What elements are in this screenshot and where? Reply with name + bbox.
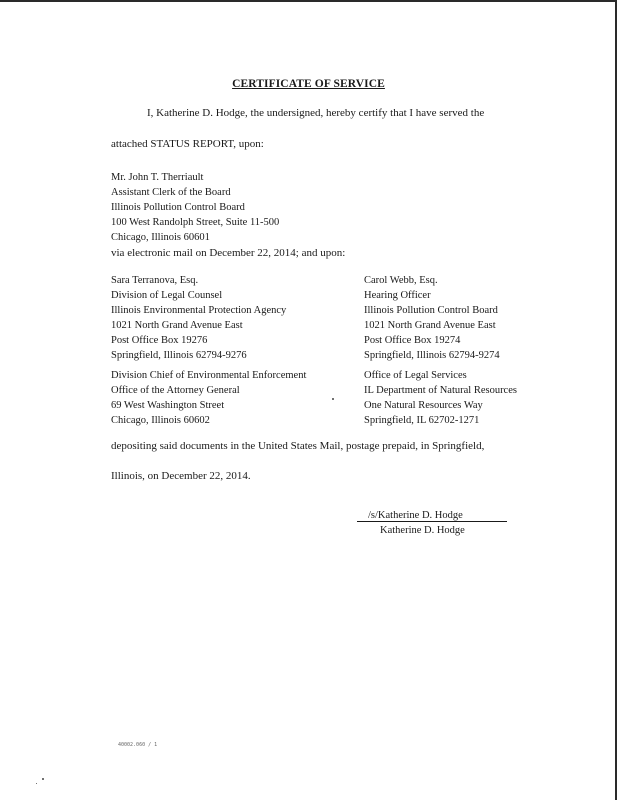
scan-speck [36,783,37,784]
address-line: 100 West Randolph Street, Suite 11-500 [111,217,280,228]
address-line: Hearing Officer [364,290,431,301]
intro-line-2: attached STATUS REPORT, upon: [111,138,264,150]
address-line: 1021 North Grand Avenue East [364,320,496,331]
document-title: CERTIFICATE OF SERVICE [232,78,385,90]
via-line: via electronic mail on December 22, 2014; and upon: [111,247,346,259]
address-line: Office of the Attorney General [111,385,240,396]
address-line: Division of Legal Counsel [111,290,223,301]
address-line: Chicago, Illinois 60601 [111,232,210,243]
recipient-right-1 [364,273,500,363]
address-line: Assistant Clerk of the Board [111,187,231,198]
address-line: IL Department of Natural Resources [364,385,517,396]
recipient-left-1 [111,273,286,363]
recipient-right-2 [364,368,517,428]
address-line: Office of Legal Services [364,370,467,381]
mail-line-1: depositing said documents in the United States Mail, postage prepaid, in Springfield, [111,440,485,452]
address-line: Illinois Pollution Control Board [364,305,498,316]
address-line: Division Chief of Environmental Enforcement [111,370,307,381]
address-line: 1021 North Grand Avenue East [111,320,243,331]
signature-rule [357,521,507,522]
document-id-code: 40002.060 / 1 [118,742,158,748]
address-line: Illinois Environmental Protection Agency [111,305,287,316]
recipient-left-2 [111,368,306,428]
electronic-signature: /s/Katherine D. Hodge [368,510,463,521]
scan-speck [332,398,334,400]
address-line: One Natural Resources Way [364,400,483,411]
mail-line-2: Illinois, on December 22, 2014. [111,470,251,482]
address-line: Post Office Box 19274 [364,335,461,346]
address-line: Chicago, Illinois 60602 [111,415,210,426]
signer-printed-name: Katherine D. Hodge [380,525,465,536]
address-line: Illinois Pollution Control Board [111,202,245,213]
intro-line-1: I, Katherine D. Hodge, the undersigned, hereby certify that I have served the [147,107,485,119]
address-line: Springfield, IL 62702-1271 [364,415,480,426]
address-line: Sara Terranova, Esq. [111,275,199,286]
address-line: Carol Webb, Esq. [364,275,438,286]
scan-edge-top [0,0,617,2]
address-line: Springfield, Illinois 62794-9276 [111,350,247,361]
scan-speck [42,778,44,780]
address-line: 69 West Washington Street [111,400,225,411]
primary-recipient-address [111,170,279,245]
address-line: Mr. John T. Therriault [111,172,204,183]
address-line: Springfield, Illinois 62794-9274 [364,350,500,361]
address-line: Post Office Box 19276 [111,335,208,346]
